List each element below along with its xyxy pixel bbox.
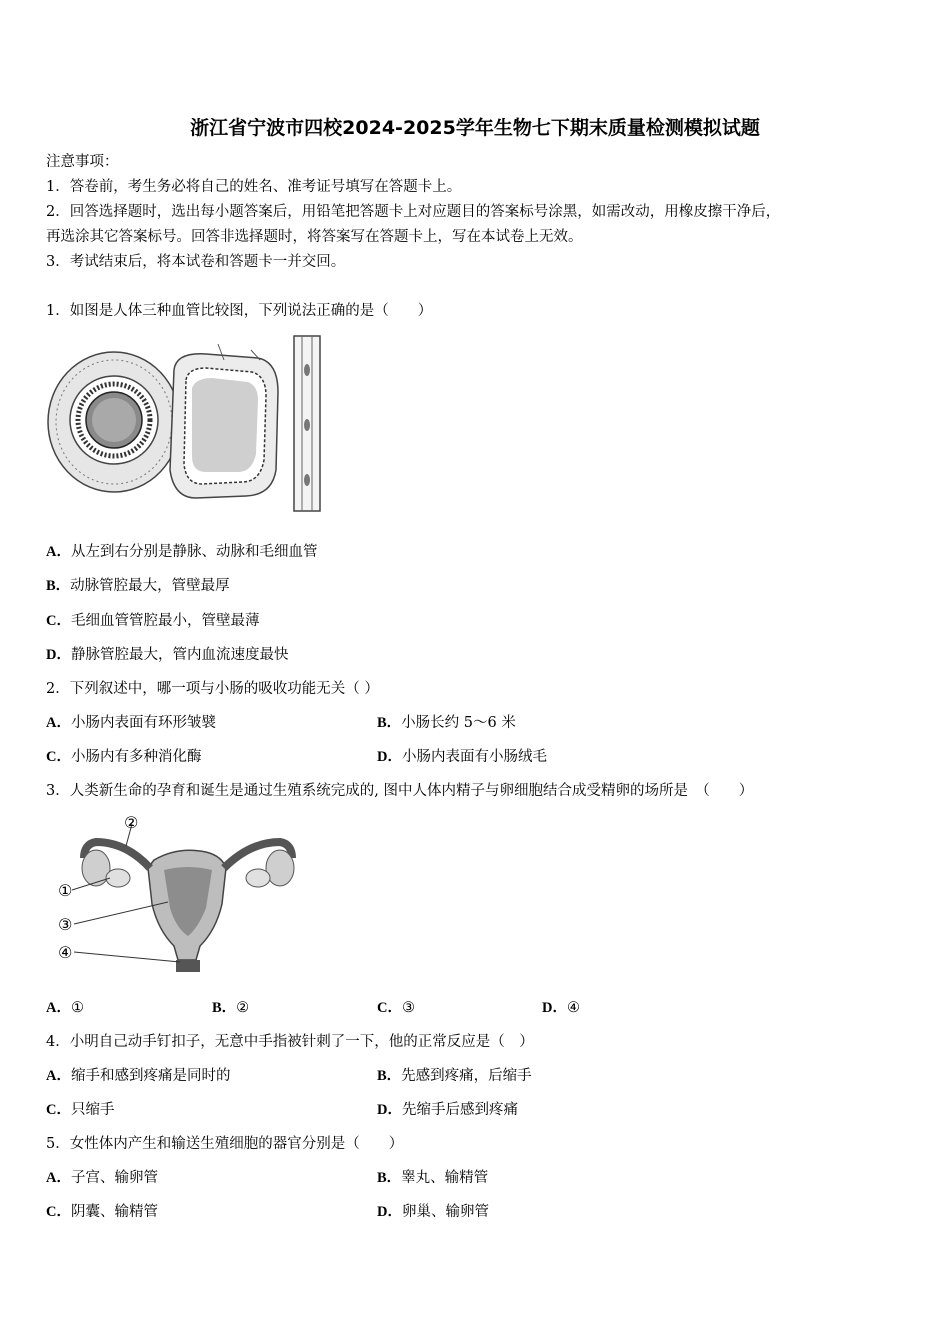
q2-option-d[interactable]: D．小肠内表面有小肠绒毛: [377, 749, 547, 765]
q2-option-c[interactable]: C．小肠内有多种消化酶: [46, 749, 202, 765]
q1-option-c[interactable]: C．毛细血管管腔最小，管壁最薄: [46, 613, 260, 629]
q1-option-a[interactable]: A．从左到右分别是静脉、动脉和毛细血管: [46, 544, 318, 560]
marker-1: ①: [58, 881, 73, 900]
q3-option-c[interactable]: C．③: [377, 1000, 415, 1016]
q1-option-b[interactable]: B．动脉管腔最大，管壁最厚: [46, 578, 230, 594]
q1-option-d[interactable]: D．静脉管腔最大，管内血流速度最快: [46, 647, 289, 663]
q2-stem: 2．下列叙述中，哪一项与小肠的吸收功能无关（ ）: [46, 681, 379, 697]
q4-option-d[interactable]: D．先缩手后感到疼痛: [377, 1102, 518, 1118]
note-item-3: 3．考试结束后，将本试卷和答题卡一并交回。: [46, 254, 346, 270]
q5-stem: 5．女性体内产生和输送生殖细胞的器官分别是（ ）: [46, 1136, 404, 1152]
q4-option-a[interactable]: A．缩手和感到疼痛是同时的: [46, 1068, 231, 1084]
q3-stem: 3．人类新生命的孕育和诞生是通过生殖系统完成的, 图中人体内精子与卵细胞结合成受精卵的场所是 （ ）: [46, 783, 754, 799]
q1-stem: 1．如图是人体三种血管比较图，下列说法正确的是（ ）: [46, 303, 433, 319]
q5-option-b[interactable]: B．睾丸、输精管: [377, 1170, 489, 1186]
marker-4: ④: [58, 943, 73, 962]
q5-option-d[interactable]: D．卵巢、输卵管: [377, 1204, 489, 1220]
note-item-1: 1．答卷前，考生务必将自己的姓名、准考证号填写在答题卡上。: [46, 179, 462, 195]
q4-option-c[interactable]: C．只缩手: [46, 1102, 115, 1118]
q5-option-a[interactable]: A．子宫、输卵管: [46, 1170, 158, 1186]
q4-option-b[interactable]: B．先感到疼痛，后缩手: [377, 1068, 532, 1084]
marker-3: ③: [58, 915, 73, 934]
q5-option-c[interactable]: C．阴囊、输精管: [46, 1204, 158, 1220]
note-item-2a: 2．回答选择题时，选出每小题答案后，用铅笔把答题卡上对应题目的答案标号涂黑，如需改动，用橡皮擦干净后，: [46, 204, 781, 220]
q4-stem: 4．小明自己动手钉扣子，无意中手指被针刺了一下，他的正常反应是（ ）: [46, 1034, 534, 1050]
page-title: 浙江省宁波市四校2024-2025学年生物七下期末质量检测模拟试题: [190, 117, 760, 139]
q3-option-d[interactable]: D．④: [542, 1000, 580, 1016]
q2-option-a[interactable]: A．小肠内表面有环形皱襞: [46, 715, 216, 731]
q2-option-b[interactable]: B．小肠长约 5～6 米: [377, 715, 516, 731]
female-reproductive-figure: [46, 812, 310, 974]
notes-heading: 注意事项：: [46, 154, 119, 170]
q3-option-b[interactable]: B．②: [212, 1000, 250, 1016]
q3-option-a[interactable]: A．①: [46, 1000, 84, 1016]
blood-vessel-figure: [46, 330, 326, 515]
marker-2: ②: [124, 813, 139, 832]
note-item-2b: 再选涂其它答案标号。回答非选择题时，将答案写在答题卡上，写在本试卷上无效。: [46, 229, 583, 245]
